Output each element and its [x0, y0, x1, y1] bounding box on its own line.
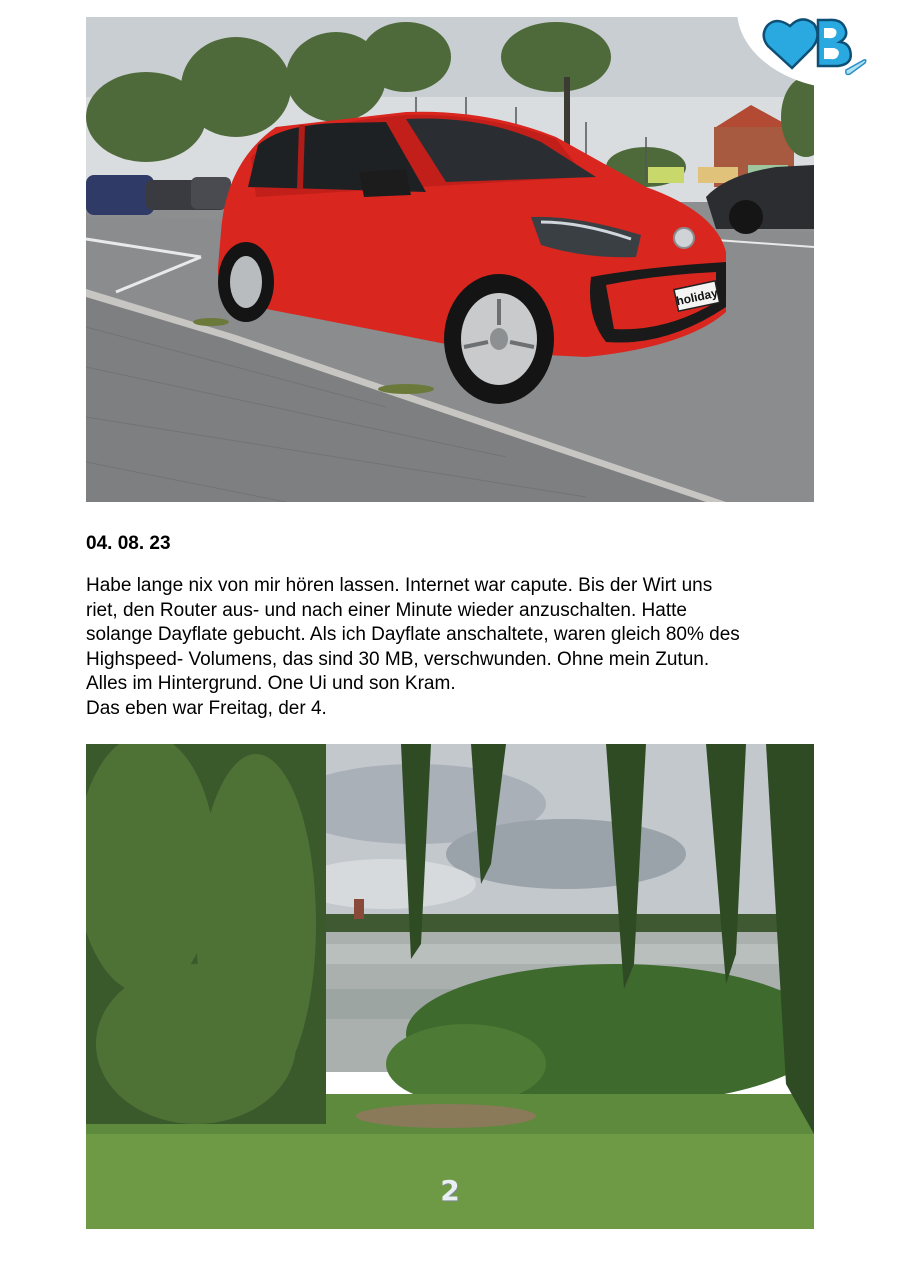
page-number: 2 — [440, 1174, 460, 1207]
entry-date: 04. 08. 23 — [86, 533, 171, 554]
entry-line: Highspeed- Volumens, das sind 30 MB, verschwunden. Ohne mein Zutun. — [86, 648, 710, 670]
license-plate-text: holiday — [674, 285, 720, 309]
entry-line: Habe lange nix von mir hören lassen. Internet war capute. Bis der Wirt uns — [86, 575, 713, 596]
lake-photo — [86, 744, 814, 1229]
mb-logo — [762, 10, 872, 80]
entry-line: solange Dayflate gebucht. Als ich Dayflate anschaltete, waren gleich 80% des — [86, 624, 740, 645]
entry-line: Das eben war Freitag, der 4. — [86, 697, 327, 719]
entry-line: riet, den Router aus- und nach einer Minute wieder anzuschalten. Hatte — [86, 599, 687, 621]
entry-line: Alles im Hintergrund. One Ui und son Kram. — [86, 673, 456, 694]
entry-text — [86, 574, 826, 721]
car-photo-drawing — [86, 17, 814, 502]
car-photo — [86, 17, 814, 502]
lake-photo-drawing — [86, 744, 814, 1229]
